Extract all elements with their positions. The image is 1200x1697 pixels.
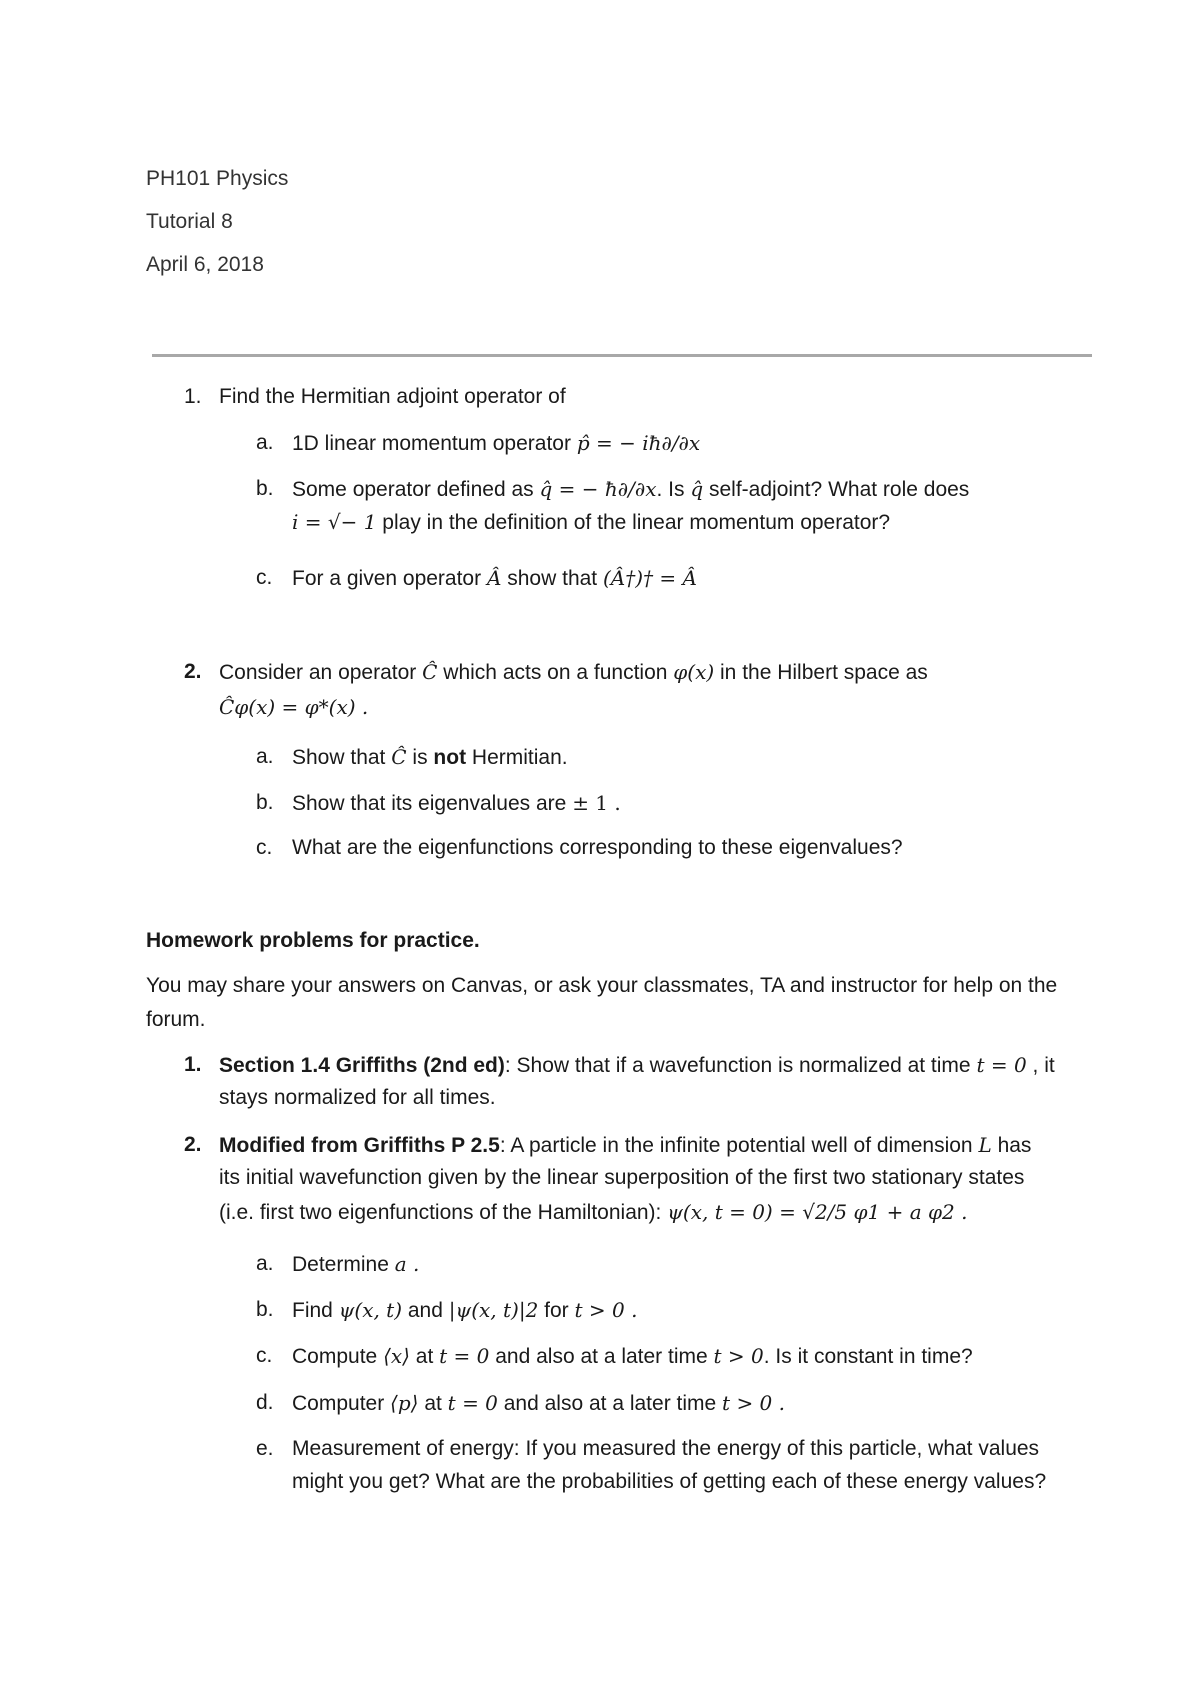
q2-math3: Ĉφ(x) = φ*(x) . xyxy=(219,695,369,719)
q1b-line2 xyxy=(292,508,890,537)
hw1-number: 1. xyxy=(184,1053,202,1076)
q1a-math: p̂ = − iħ∂/∂x xyxy=(576,431,701,455)
course-title: PH101 Physics xyxy=(146,167,289,190)
hw2d-math2: t = 0 xyxy=(447,1391,498,1415)
q1c-math2: (Â†)† = Â xyxy=(602,566,697,590)
q1b-text3: self-adjoint? What role does xyxy=(709,478,970,501)
tutorial-number: Tutorial 8 xyxy=(146,210,233,233)
hw1-math: t = 0 xyxy=(976,1053,1027,1077)
q1b-math2: q̂ xyxy=(690,477,704,501)
q2a-math: Ĉ xyxy=(391,745,407,769)
hw1-bold: Section 1.4 Griffiths (2nd ed) xyxy=(219,1054,505,1077)
q1c-text2: show that xyxy=(507,567,598,590)
hw2-number: 2. xyxy=(184,1133,202,1156)
hw2c-text1: Compute xyxy=(292,1345,378,1368)
q1a-text: 1D linear momentum operator xyxy=(292,432,571,455)
q2b-text: Show that its eigenvalues are xyxy=(292,792,567,815)
q2-math1: Ĉ xyxy=(422,660,438,684)
hw2-line3-math: ψ(x, t = 0) = √2/5 φ1 + a φ2 . xyxy=(667,1200,968,1224)
hw2a-line xyxy=(292,1250,419,1279)
q2c-text: What are the eigenfunctions corresponding to these eigenvalues? xyxy=(292,836,903,859)
hw2c-math3: t > 0 xyxy=(713,1344,764,1368)
q1c-label: c. xyxy=(256,566,273,589)
q2c-label: c. xyxy=(256,836,273,859)
q2a-bold: not xyxy=(433,746,467,769)
q2b-line xyxy=(292,789,621,818)
hw2a-label: a. xyxy=(256,1252,274,1275)
q2a-label: a. xyxy=(256,745,274,768)
q1c-text1: For a given operator xyxy=(292,567,482,590)
q2-text3: in the Hilbert space as xyxy=(720,661,928,684)
hw2e-line2: might you get? What are the probabilities of getting each of these energy values? xyxy=(292,1470,1047,1493)
q2a-text1: Show that xyxy=(292,746,386,769)
hw2c-text4: . Is it constant in time? xyxy=(763,1345,973,1368)
hw2c-label: c. xyxy=(256,1344,273,1367)
homework-intro-line1: You may share your answers on Canvas, or ask your classmates, TA and instructor for help on the xyxy=(146,974,1058,997)
homework-intro-line2: forum. xyxy=(146,1008,206,1031)
hw2c-line xyxy=(292,1342,973,1371)
hw2a-text: Determine xyxy=(292,1253,389,1276)
q1b-text1: Some operator defined as xyxy=(292,478,534,501)
q2b-label: b. xyxy=(256,791,274,814)
hw2-bold: Modified from Griffiths P 2.5 xyxy=(219,1134,500,1157)
q1b-text2: . Is xyxy=(656,478,685,501)
hw2b-line xyxy=(292,1296,637,1325)
hw2-text1: : A particle in the infinite potential well of dimension xyxy=(499,1134,973,1157)
q2-number: 2. xyxy=(184,660,202,683)
hw2-line3 xyxy=(219,1198,967,1227)
q2-line2 xyxy=(219,693,368,722)
hw2d-text1: Computer xyxy=(292,1392,385,1415)
q1b-math3: i = √− 1 xyxy=(292,510,377,534)
hw2d-math3: t > 0 . xyxy=(722,1391,785,1415)
q2a-text2: is xyxy=(412,746,428,769)
q1-number: 1. xyxy=(184,385,202,408)
hw2b-label: b. xyxy=(256,1298,274,1321)
hw1-text2: , it xyxy=(1032,1054,1055,1077)
hw2c-text2: at xyxy=(415,1345,434,1368)
q2-text2: which acts on a function xyxy=(443,661,668,684)
q1a-label: a. xyxy=(256,431,274,454)
homework-title: Homework problems for practice. xyxy=(146,929,480,952)
q2-math2: φ(x) xyxy=(673,660,715,684)
hw2c-math1: ⟨x⟩ xyxy=(383,1344,410,1368)
hw2c-text3: and also at a later time xyxy=(495,1345,708,1368)
hw2b-math1: ψ(x, t) xyxy=(338,1298,403,1322)
hw2e-label: e. xyxy=(256,1437,274,1460)
hw2c-math2: t = 0 xyxy=(439,1344,490,1368)
hw2-line3-text: (i.e. first two eigenfunctions of the Hamiltonian): xyxy=(219,1201,662,1224)
hw2d-text3: and also at a later time xyxy=(503,1392,717,1415)
q1c-line xyxy=(292,564,697,593)
hw2-text2: has xyxy=(997,1134,1032,1157)
hw2-line2: its initial wavefunction given by the linear superposition of the first two stationary states xyxy=(219,1166,1025,1189)
hw2b-text2: and xyxy=(407,1299,443,1322)
tutorial-date: April 6, 2018 xyxy=(146,253,264,276)
horizontal-divider xyxy=(152,354,1092,357)
hw2b-text1: Find xyxy=(292,1299,333,1322)
hw2d-label: d. xyxy=(256,1391,274,1414)
hw2-line1 xyxy=(219,1131,1031,1160)
hw2b-math3: t > 0 . xyxy=(574,1298,638,1322)
hw2e-line1: Measurement of energy: If you measured the energy of this particle, what values xyxy=(292,1437,1040,1460)
hw2-math1: L xyxy=(978,1133,992,1157)
hw1-line2: stays normalized for all times. xyxy=(219,1086,496,1109)
q1b-line1 xyxy=(292,475,969,504)
q1b-text4: play in the definition of the linear momentum operator? xyxy=(382,511,891,534)
q1a-line xyxy=(292,429,700,458)
hw2b-math2: |ψ(x, t)|2 xyxy=(448,1298,539,1322)
q1b-math1: q̂ = − ħ∂/∂x xyxy=(539,477,657,501)
hw1-line1 xyxy=(219,1051,1055,1080)
q1c-math1: Â xyxy=(486,566,502,590)
hw2d-math1: ⟨p⟩ xyxy=(390,1391,419,1415)
hw1-text1: : Show that if a wavefunction is normalized at time xyxy=(504,1054,971,1077)
q1-text: Find the Hermitian adjoint operator of xyxy=(219,385,566,408)
hw2a-math: a . xyxy=(394,1252,420,1276)
q2-text1: Consider an operator xyxy=(219,661,417,684)
q2-line1 xyxy=(219,658,928,687)
hw2b-text3: for xyxy=(544,1299,569,1322)
hw2d-line xyxy=(292,1389,785,1418)
q2a-line xyxy=(292,743,568,772)
q2a-text3: Hermitian. xyxy=(471,746,568,769)
hw2d-text2: at xyxy=(424,1392,442,1415)
q1b-label: b. xyxy=(256,477,274,500)
q2b-math: ± 1 . xyxy=(572,791,621,815)
